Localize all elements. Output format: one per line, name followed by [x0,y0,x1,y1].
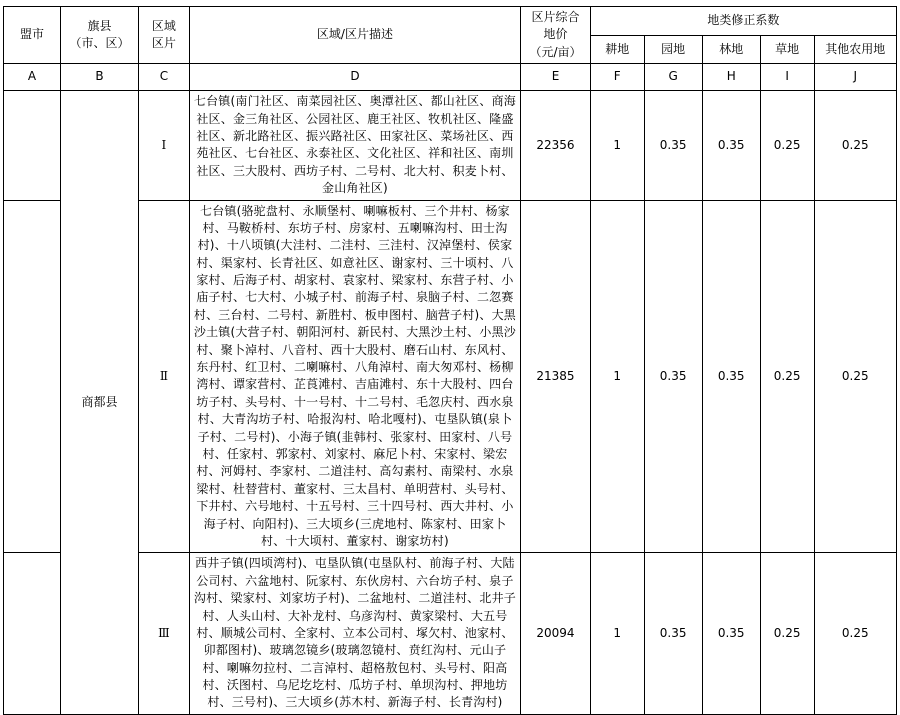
coef-cultivated-cell: 1 [590,91,644,200]
table-body [4,91,897,715]
header-price-line2: 地价 [543,27,568,42]
coef-forest-cell: 0.35 [702,91,760,200]
table-row [4,91,897,200]
letter-d: D [189,64,520,91]
header-coefficient-group: 地类修正系数 [590,7,896,36]
header-description: 区域/区片描述 [189,7,520,64]
meng-shi-cell [4,200,61,553]
header-other-agricultural-land: 其他农用地 [814,35,896,64]
meng-shi-cell [4,553,61,715]
header-meng-shi: 盟市 [4,7,61,64]
letter-i: I [760,64,814,91]
header-price-line3: （元/亩） [529,44,582,59]
header-price-line1: 区片综合 [531,10,580,24]
letter-a: A [4,64,61,91]
header-zone [139,7,190,64]
county-cell: 商都县 [60,91,138,715]
header-zone-line2: 区片 [151,36,176,51]
coef-cultivated-cell: 1 [590,200,644,553]
coef-other-cell: 0.25 [814,553,896,715]
header-garden-land: 园地 [644,35,702,64]
header-zone-line1: 区域 [151,18,176,33]
price-cell: 21385 [521,200,591,553]
coef-grass-cell: 0.25 [760,91,814,200]
coef-other-cell: 0.25 [814,91,896,200]
coef-garden-cell: 0.35 [644,91,702,200]
letter-h: H [702,64,760,91]
header-forest-land: 林地 [702,35,760,64]
land-price-table [3,6,897,715]
letter-f: F [590,64,644,91]
zone-cell: Ⅲ [139,553,190,715]
letter-e: E [521,64,591,91]
zone-cell: Ⅰ [139,91,190,200]
letter-g: G [644,64,702,91]
header-county [60,7,138,64]
meng-shi-cell [4,91,61,200]
column-letter-row [4,64,897,91]
coef-grass-cell: 0.25 [760,553,814,715]
letter-j: J [814,64,896,91]
table-header [4,7,897,91]
price-cell: 22356 [521,91,591,200]
header-county-line2: （市、区） [69,36,130,51]
coef-garden-cell: 0.35 [644,553,702,715]
letter-b: B [60,64,138,91]
price-cell: 20094 [521,553,591,715]
letter-c: C [139,64,190,91]
description-cell: 七台镇(骆驼盘村、永顺堡村、喇嘛板村、三个井村、杨家村、马鞍桥村、东坊子村、房家村、五喇嘛沟村、田士沟村)、十八顷镇(大洼村、二洼村、三洼村、汉淖堡村、侯家村、渠家村、长青社区、如意社区、谢家村、三十顷村、八家村、后海子村、胡家村、袁家村、梁家村、东营子村、小庙子村、七大村、小城子村、前海子村、泉脑子村、二忽赛村、三台村、二号村、新胜村、板申图村、脑营子村)、大黑沙土镇(大营子村、朝阳河村、新民村、大黑沙土村、小黑沙村、聚卜淖村、八音村、西十大股村、磨石山村、东风村、东丹村、红卫村、二喇嘛村、八角淖村、南大匆邓村、杨柳湾村、谭家营村、芷莨滩村、吉庙滩村、东十大股村、四台坊子村、头号村、十一号村、十二号村、毛忽庆村、西水泉村、大青沟坊子村、哈报沟村、哈北嘎村)、屯垦队镇(泉卜子村、二号村)、小海子镇(韭韩村、张家村、田家村、八号村、任家村、郭家村、刘家村、麻尼卜村、宋家村、梁宏村、河姆村、李家村、二道洼村、高勾素村、南梁村、水泉梁村、杜替营村、董家村、三太昌村、单明营村、头号村、下井村、六号地村、十五号村、三十四号村、西大井村、小海子村、向阳村)、三大顷乡(三虎地村、陈家村、田家卜村、十大顷村、董家村、谢家坊村) [189,200,520,553]
description-cell: 西井子镇(四顷湾村)、屯垦队镇(屯垦队村、前海子村、大陆公司村、六盆地村、阮家村、东伙房村、六台坊子村、泉子沟村、梁家村、刘家坊子村)、二盆地村、二道洼村、北井子村、人头山村、大补龙村、乌彦沟村、黄家梁村、大五号村、顺城公司村、全家村、立本公司村、塚欠村、池家村、卯都图村)、玻璃忽镜乡(玻璃忽镜村、贲红沟村、元山子村、喇嘛勿拉村、二言淖村、超格敖包村、头号村、阳高村、沃图村、乌尼圪圪村、瓜坊子村、单坝沟村、押地坊村、三号村)、三大顷乡(苏木村、新海子村、长青沟村) [189,553,520,715]
header-row-1 [4,7,897,36]
header-price [521,7,591,64]
header-grass-land: 草地 [760,35,814,64]
header-cultivated-land: 耕地 [590,35,644,64]
description-cell: 七台镇(南门社区、南菜园社区、奥潭社区、都山社区、商海社区、金三角社区、公园社区、鹿王社区、牧机社区、隆盛社区、新北路社区、振兴路社区、田家社区、菜场社区、西苑社区、七台社区、永泰社区、文化社区、祥和社区、南圳社区、三大股村、西坊子村、二号村、北大村、积麦卜村、金山角社区) [189,91,520,200]
coef-forest-cell: 0.35 [702,200,760,553]
coef-cultivated-cell: 1 [590,553,644,715]
zone-cell: Ⅱ [139,200,190,553]
coef-garden-cell: 0.35 [644,200,702,553]
header-county-line1: 旗县 [87,18,112,33]
coef-forest-cell: 0.35 [702,553,760,715]
coef-grass-cell: 0.25 [760,200,814,553]
coef-other-cell: 0.25 [814,200,896,553]
